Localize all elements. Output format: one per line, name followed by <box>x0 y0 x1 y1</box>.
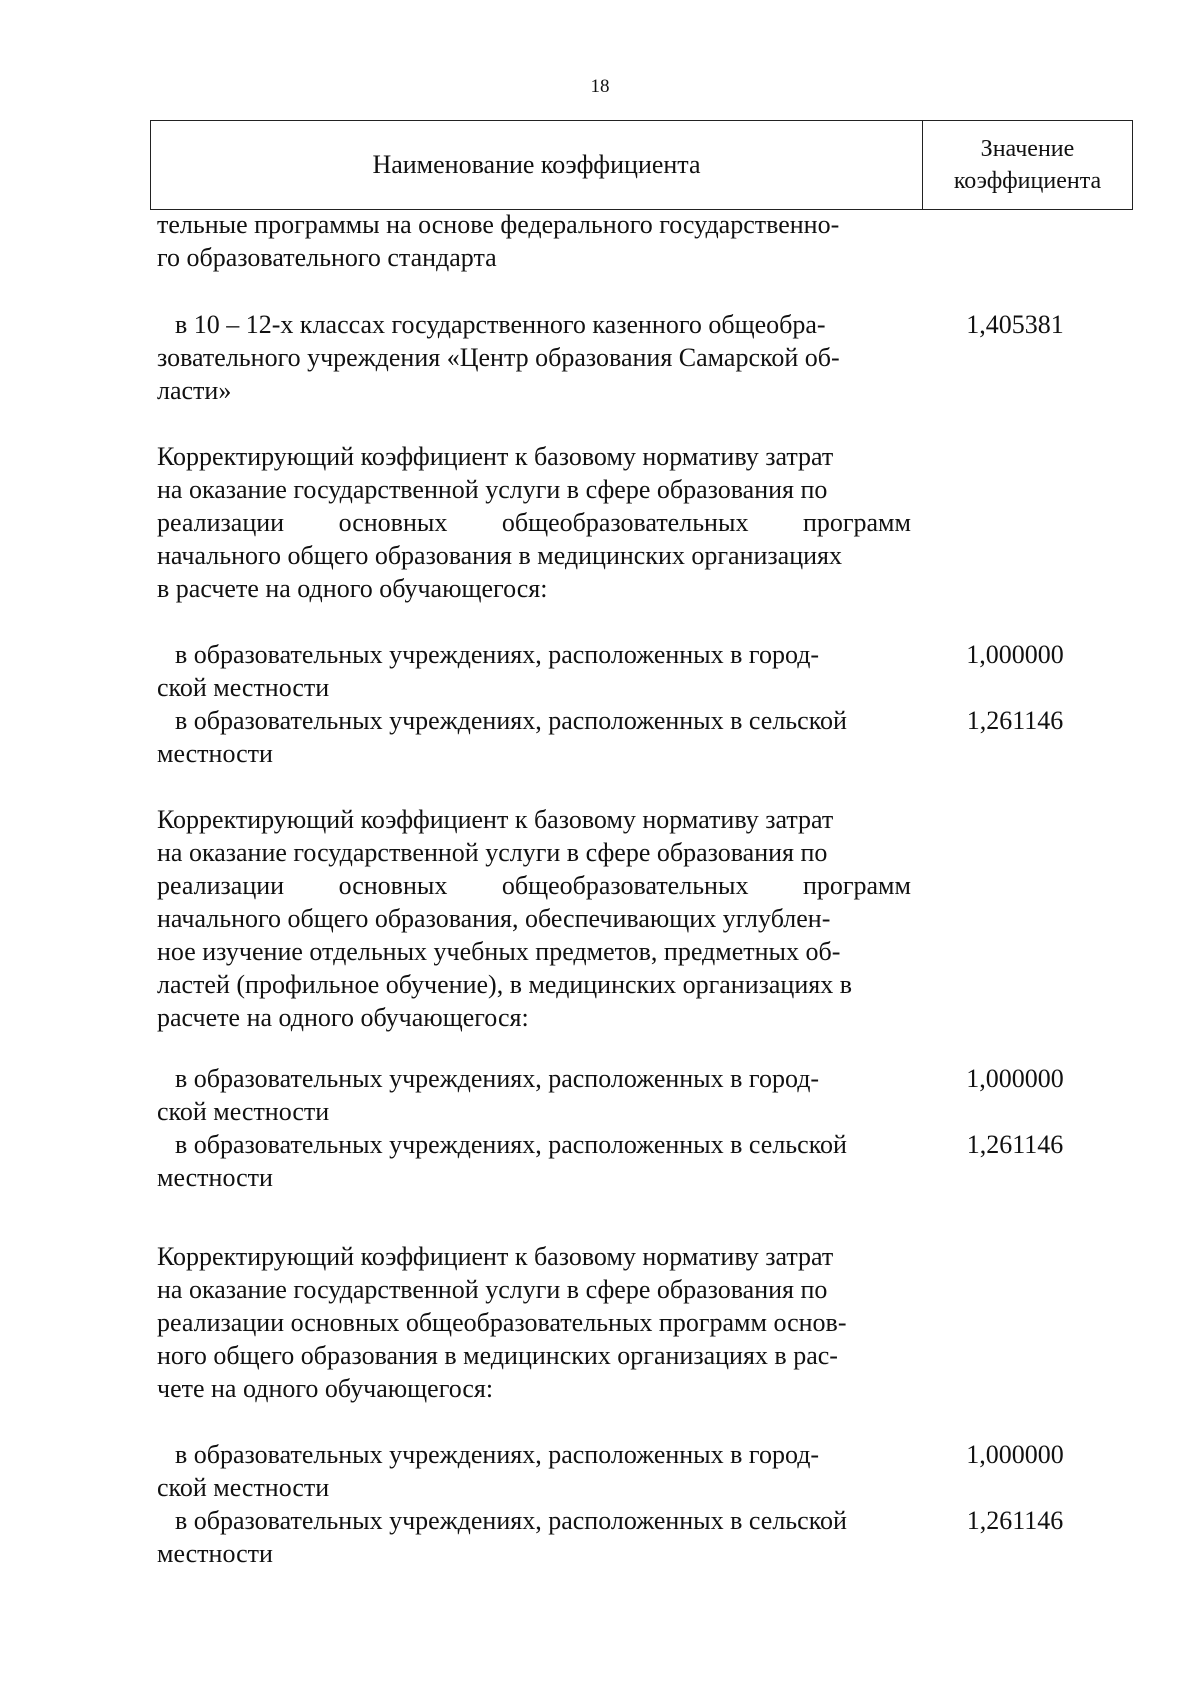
continuation-line: тельные программы на основе федерального государственно- <box>157 210 840 239</box>
section-heading-line: ное изучение отдельных учебных предметов, предметных об- <box>157 937 841 966</box>
section-heading-line: начального общего образования, обеспечивающих углублен- <box>157 904 831 933</box>
section-heading-line-justified <box>157 506 911 539</box>
word: реализации <box>157 871 285 900</box>
urban-line: в образовательных учреждениях, расположенных в город- <box>175 1064 820 1093</box>
urban-line: ской местности <box>157 673 330 702</box>
word: основных <box>338 508 448 537</box>
coefficient-value: 1,000000 <box>966 640 1064 669</box>
column-header-name: Наименование коэффициента <box>151 121 923 209</box>
section-heading-line: расчете на одного обучающегося: <box>157 1003 529 1032</box>
column-header-value <box>923 121 1132 209</box>
section-heading-line: на оказание государственной услуги в сфере образования по <box>157 475 828 504</box>
continuation-line: го образовательного стандарта <box>157 243 497 272</box>
section-heading-line: на оказание государственной услуги в сфере образования по <box>157 838 828 867</box>
section-heading-line: ного общего образования в медицинских организациях в рас- <box>157 1341 838 1370</box>
section-heading-line: ластей (профильное обучение), в медицинских организациях в <box>157 970 852 999</box>
rural-line: в образовательных учреждениях, расположенных в сельской <box>175 1130 847 1159</box>
column-header-value-line1: Значение <box>980 136 1075 162</box>
rural-line: в образовательных учреждениях, расположенных в сельской <box>175 1506 847 1535</box>
row-text-line: ласти» <box>157 376 232 405</box>
rural-line: в образовательных учреждениях, расположенных в сельской <box>175 706 847 735</box>
word: программ <box>802 508 911 537</box>
rural-line: местности <box>157 1539 273 1568</box>
section-heading-line: на оказание государственной услуги в сфере образования по <box>157 1275 828 1304</box>
section-heading-line: Корректирующий коэффициент к базовому нормативу затрат <box>157 1242 834 1271</box>
urban-line: в образовательных учреждениях, расположенных в город- <box>175 1440 820 1469</box>
section-heading-line: чете на одного обучающегося: <box>157 1374 494 1403</box>
section-heading-line: Корректирующий коэффициент к базовому нормативу затрат <box>157 442 834 471</box>
word: программ <box>802 871 911 900</box>
section-heading-line-justified <box>157 869 911 902</box>
section-heading-line: начального общего образования в медицинских организациях <box>157 541 843 570</box>
row-text-line: зовательного учреждения «Центр образования Самарской об- <box>157 343 840 372</box>
coefficient-value: 1,261146 <box>966 1506 1064 1535</box>
urban-line: ской местности <box>157 1097 330 1126</box>
word: общеобразовательных <box>501 508 749 537</box>
row-text-line: в 10 – 12-х классах государственного казенного общеобра- <box>175 310 826 339</box>
coefficient-value: 1,261146 <box>966 1130 1064 1159</box>
coefficient-value: 1,000000 <box>966 1064 1064 1093</box>
word: основных <box>338 871 448 900</box>
word: реализации <box>157 508 285 537</box>
rural-line: местности <box>157 739 273 768</box>
section-heading-line: Корректирующий коэффициент к базовому нормативу затрат <box>157 805 834 834</box>
page-number: 18 <box>590 76 610 97</box>
word: общеобразовательных <box>501 871 749 900</box>
coefficient-value: 1,405381 <box>966 310 1064 339</box>
section-heading-line: в расчете на одного обучающегося: <box>157 574 548 603</box>
rural-line: местности <box>157 1163 273 1192</box>
coefficient-value: 1,261146 <box>966 706 1064 735</box>
urban-line: в образовательных учреждениях, расположенных в город- <box>175 640 820 669</box>
section-heading-line: реализации основных общеобразовательных программ основ- <box>157 1308 847 1337</box>
column-header-value-line2: коэффициента <box>953 168 1102 194</box>
coefficient-value: 1,000000 <box>966 1440 1064 1469</box>
table-header <box>150 120 1133 210</box>
urban-line: ской местности <box>157 1473 330 1502</box>
